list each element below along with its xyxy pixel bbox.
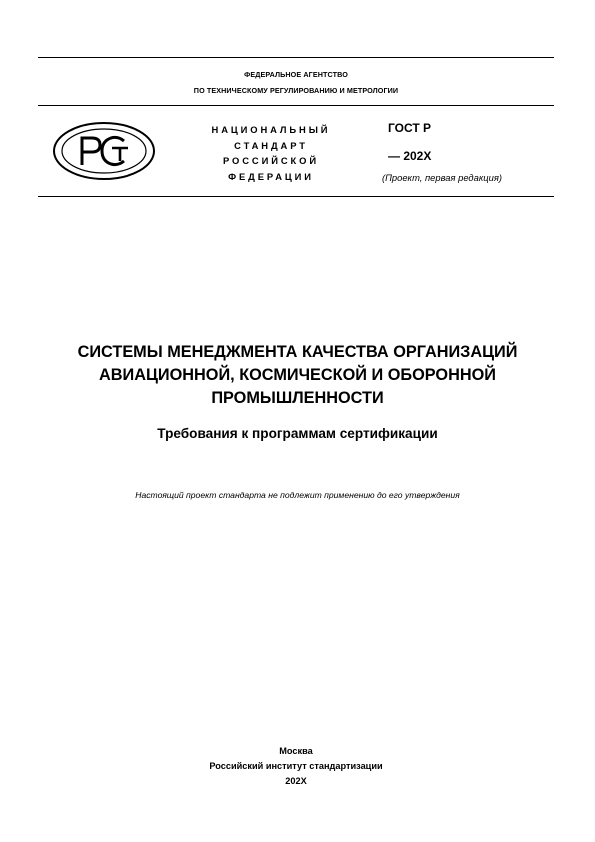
title-line-3: ПРОМЫШЛЕННОСТИ (211, 389, 384, 407)
imprint-city: Москва (279, 746, 313, 756)
imprint-year: 202X (285, 776, 307, 786)
standard-line-3: РОССИЙСКОЙ (223, 155, 319, 166)
top-rule (38, 57, 554, 58)
imprint (38, 744, 554, 789)
national-standard-block (186, 122, 356, 184)
gost-year: — 202X (388, 149, 432, 163)
draft-edition-note: (Проект, первая редакция) (382, 172, 502, 183)
header-rule (38, 105, 554, 106)
title-line-1: СИСТЕМЫ МЕНЕДЖМЕНТА КАЧЕСТВА ОРГАНИЗАЦИЙ (77, 343, 518, 361)
standard-line-4: ФЕДЕРАЦИИ (228, 170, 314, 182)
rst-logo-icon (52, 121, 156, 181)
title-line-2: АВИАЦИОННОЙ, КОСМИЧЕСКОЙ И ОБОРОННОЙ (99, 366, 496, 384)
agency-name-line1: ФЕДЕРАЛЬНОЕ АГЕНТСТВО (244, 70, 348, 79)
gost-code: ГОСТ Р (388, 121, 432, 135)
document-title (20, 341, 575, 410)
imprint-publisher: Российский институт стандартизации (209, 761, 383, 771)
header-bottom-rule (38, 196, 554, 197)
standard-line-1: НАЦИОНАЛЬНЫЙ (211, 124, 331, 135)
draft-disclaimer: Настоящий проект стандарта не подлежит применению до его утверждения (135, 490, 460, 500)
document-subtitle: Требования к программам сертификации (157, 426, 438, 441)
standard-line-2: СТАНДАРТ (234, 139, 308, 151)
agency-name-line2: ПО ТЕХНИЧЕСКОМУ РЕГУЛИРОВАНИЮ И МЕТРОЛОГИИ (193, 86, 399, 95)
